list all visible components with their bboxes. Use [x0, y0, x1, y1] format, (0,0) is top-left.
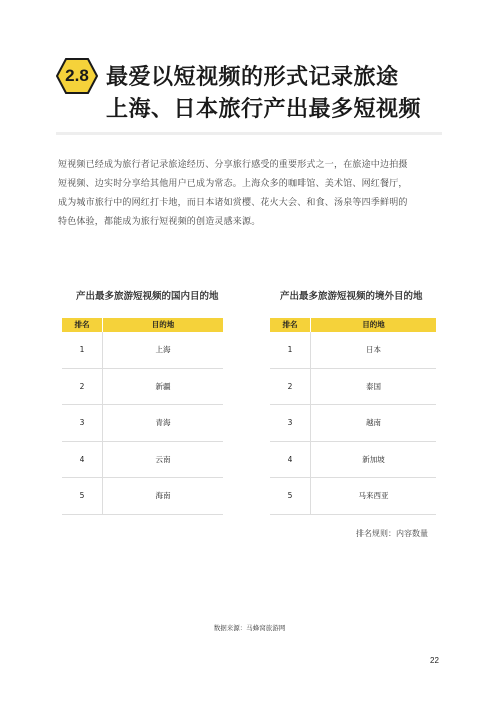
- intro-line: 特色体验，都能成为旅行短视频的创造灵感来源。: [58, 217, 261, 227]
- destination-cell: 越南: [310, 405, 436, 441]
- overseas-table-title: 产出最多旅游短视频的境外目的地: [280, 291, 423, 302]
- table-row: [270, 478, 436, 515]
- rank-cell: 3: [79, 418, 85, 427]
- page-title-line1: 最爱以短视频的形式记录旅途: [106, 65, 399, 90]
- header-rank: 排名: [282, 320, 298, 329]
- page-title-line2: 上海、日本旅行产出最多短视频: [106, 97, 422, 122]
- table-row: [62, 442, 223, 479]
- destination-cell: 马来西亚: [310, 478, 436, 514]
- ranking-rule-note: 排名规则：内容数量: [356, 529, 428, 538]
- intro-line: 短视频已经成为旅行者记录旅途经历、分享旅行感受的重要形式之一，在旅途中边拍摄: [58, 160, 408, 170]
- destination-cell: 日本: [310, 332, 436, 368]
- rank-cell: 2: [287, 381, 293, 391]
- title-divider: [56, 132, 442, 135]
- rank-cell: 3: [287, 418, 293, 427]
- rank-cell: 5: [287, 491, 293, 500]
- rank-cell: 5: [79, 491, 85, 500]
- table-row: [62, 369, 223, 406]
- destination-cell: 海南: [102, 478, 223, 514]
- table-row: [62, 405, 223, 442]
- intro-paragraph: [58, 156, 444, 232]
- rank-cell: 2: [79, 381, 85, 391]
- domestic-table-title: 产出最多旅游短视频的国内目的地: [76, 291, 219, 302]
- section-number: 2.8: [65, 66, 89, 85]
- rank-cell: 1: [287, 345, 293, 354]
- destination-cell: 泰国: [310, 369, 436, 405]
- overseas-table: [270, 318, 436, 515]
- table-row: [270, 442, 436, 479]
- rank-cell: 4: [287, 454, 293, 464]
- table-row: [62, 332, 223, 369]
- table-row: [270, 369, 436, 406]
- table-row: [62, 478, 223, 515]
- destination-cell: 新疆: [102, 369, 223, 405]
- table-header: [62, 318, 223, 332]
- header-destination: 目的地: [310, 318, 436, 332]
- destination-cell: 云南: [102, 442, 223, 478]
- header-rank: 排名: [74, 320, 90, 329]
- rank-cell: 4: [79, 454, 85, 464]
- destination-cell: 上海: [102, 332, 223, 368]
- table-row: [270, 332, 436, 369]
- rank-cell: 1: [79, 345, 85, 354]
- page-number: 22: [430, 656, 439, 665]
- table-header: [270, 318, 436, 332]
- intro-line: 成为城市旅行中的网红打卡地，而日本诸如赏樱、花火大会、和食、汤泉等四季鲜明的: [58, 198, 408, 208]
- destination-cell: 新加坡: [310, 442, 436, 478]
- domestic-table: [62, 318, 223, 515]
- data-source: 数据来源：马蜂窝旅游网: [213, 624, 286, 632]
- section-badge: [56, 58, 98, 94]
- table-row: [270, 405, 436, 442]
- destination-cell: 青海: [102, 405, 223, 441]
- intro-line: 短视频、边实时分享给其他用户已成为常态。上海众多的咖啡馆、美术馆、网红餐厅，: [58, 179, 408, 189]
- header-destination: 目的地: [102, 318, 223, 332]
